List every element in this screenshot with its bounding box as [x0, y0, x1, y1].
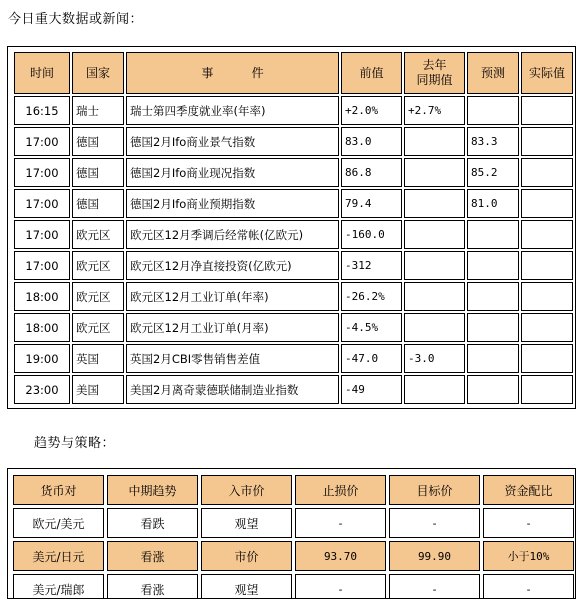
table-row — [14, 96, 573, 125]
cell-actual — [521, 375, 573, 404]
cell-yoy — [404, 251, 465, 280]
cell-country: 瑞士 — [72, 96, 124, 125]
cell-previous: -49 — [341, 375, 402, 404]
strategy-table — [10, 472, 576, 599]
cell-forecast — [467, 251, 519, 280]
cell-actual — [521, 127, 573, 156]
cell-forecast — [467, 282, 519, 311]
table-row — [14, 282, 573, 311]
calendar-header-row — [14, 52, 573, 94]
cell-previous: 83.0 — [341, 127, 402, 156]
cell-forecast — [467, 375, 519, 404]
table-row — [14, 158, 573, 187]
cell-event: 德国2月Ifo商业景气指数 — [126, 127, 339, 156]
strategy-panel — [7, 468, 576, 599]
header-country: 国家 — [72, 52, 124, 94]
cell-country: 美国 — [72, 375, 124, 404]
cell-target: - — [389, 574, 480, 599]
cell-target: - — [389, 508, 480, 538]
cell-yoy — [404, 375, 465, 404]
header-trend: 中期趋势 — [107, 475, 198, 505]
header-actual: 实际值 — [521, 52, 573, 94]
cell-previous: -26.2% — [341, 282, 402, 311]
cell-stop: 93.70 — [295, 541, 386, 571]
cell-yoy — [404, 220, 465, 249]
cell-country: 英国 — [72, 344, 124, 373]
header-alloc: 资金配比 — [483, 475, 574, 505]
cell-target: 99.90 — [389, 541, 480, 571]
header-target: 目标价 — [389, 475, 480, 505]
cell-pair: 美元/瑞郎 — [13, 574, 104, 599]
cell-pair: 欧元/美元 — [13, 508, 104, 538]
cell-time: 17:00 — [14, 127, 70, 156]
header-forecast: 预测 — [467, 52, 519, 94]
cell-alloc: - — [483, 508, 574, 538]
cell-time: 17:00 — [14, 251, 70, 280]
table-row — [14, 375, 573, 404]
cell-entry: 市价 — [201, 541, 292, 571]
cell-forecast — [467, 344, 519, 373]
cell-event: 德国2月Ifo商业现况指数 — [126, 158, 339, 187]
economic-calendar-panel — [7, 46, 576, 409]
cell-country: 欧元区 — [72, 282, 124, 311]
cell-country: 欧元区 — [72, 251, 124, 280]
cell-previous: 86.8 — [341, 158, 402, 187]
cell-entry: 观望 — [201, 508, 292, 538]
cell-previous: 79.4 — [341, 189, 402, 218]
cell-event: 欧元区12月净直接投资(亿欧元) — [126, 251, 339, 280]
table-row — [14, 313, 573, 342]
cell-previous: -160.0 — [341, 220, 402, 249]
cell-time: 17:00 — [14, 189, 70, 218]
cell-time: 17:00 — [14, 158, 70, 187]
table-row — [14, 344, 573, 373]
table-row — [14, 220, 573, 249]
cell-actual — [521, 96, 573, 125]
cell-stop: - — [295, 574, 386, 599]
header-yoy-line2: 同期值 — [416, 73, 453, 87]
cell-yoy — [404, 282, 465, 311]
header-stop: 止损价 — [295, 475, 386, 505]
cell-yoy — [404, 189, 465, 218]
page-title: 今日重大数据或新闻： — [8, 12, 144, 27]
table-row — [14, 189, 573, 218]
table-row — [13, 541, 574, 571]
cell-forecast — [467, 96, 519, 125]
cell-time: 19:00 — [14, 344, 70, 373]
cell-event: 瑞士第四季度就业率(年率) — [126, 96, 339, 125]
header-time: 时间 — [14, 52, 70, 94]
cell-yoy — [404, 313, 465, 342]
cell-alloc: - — [483, 574, 574, 599]
header-yoy-line1: 去年 — [422, 58, 447, 72]
cell-actual — [521, 251, 573, 280]
cell-yoy: -3.0 — [404, 344, 465, 373]
cell-event: 美国2月离奇蒙德联储制造业指数 — [126, 375, 339, 404]
cell-event: 英国2月CBI零售销售差值 — [126, 344, 339, 373]
cell-pair: 美元/日元 — [13, 541, 104, 571]
cell-alloc: 小于10% — [483, 541, 574, 571]
cell-country: 欧元区 — [72, 313, 124, 342]
table-row — [14, 251, 573, 280]
cell-time: 18:00 — [14, 313, 70, 342]
header-event: 事 件 — [126, 52, 339, 94]
cell-country: 德国 — [72, 158, 124, 187]
cell-yoy: +2.7% — [404, 96, 465, 125]
cell-actual — [521, 344, 573, 373]
cell-time: 16:15 — [14, 96, 70, 125]
cell-forecast: 83.3 — [467, 127, 519, 156]
cell-forecast: 81.0 — [467, 189, 519, 218]
cell-event: 德国2月Ifo商业预期指数 — [126, 189, 339, 218]
cell-actual — [521, 313, 573, 342]
cell-forecast: 85.2 — [467, 158, 519, 187]
cell-yoy — [404, 127, 465, 156]
cell-event: 欧元区12月季调后经常帐(亿欧元) — [126, 220, 339, 249]
cell-time: 18:00 — [14, 282, 70, 311]
cell-previous: -47.0 — [341, 344, 402, 373]
header-entry: 入市价 — [201, 475, 292, 505]
cell-country: 德国 — [72, 127, 124, 156]
cell-actual — [521, 220, 573, 249]
cell-actual — [521, 158, 573, 187]
cell-time: 23:00 — [14, 375, 70, 404]
header-pair: 货币对 — [13, 475, 104, 505]
cell-entry: 观望 — [201, 574, 292, 599]
cell-stop: - — [295, 508, 386, 538]
cell-country: 欧元区 — [72, 220, 124, 249]
cell-forecast — [467, 313, 519, 342]
table-row — [13, 508, 574, 538]
table-row — [14, 127, 573, 156]
table-row — [13, 574, 574, 599]
header-previous: 前值 — [341, 52, 402, 94]
cell-event: 欧元区12月工业订单(年率) — [126, 282, 339, 311]
cell-previous: -4.5% — [341, 313, 402, 342]
cell-previous: -312 — [341, 251, 402, 280]
cell-previous: +2.0% — [341, 96, 402, 125]
strategy-header-row — [13, 475, 574, 505]
cell-actual — [521, 282, 573, 311]
cell-time: 17:00 — [14, 220, 70, 249]
cell-event: 欧元区12月工业订单(月率) — [126, 313, 339, 342]
cell-trend: 看跌 — [107, 508, 198, 538]
economic-calendar-table — [12, 50, 575, 406]
cell-trend: 看涨 — [107, 574, 198, 599]
cell-country: 德国 — [72, 189, 124, 218]
strategy-section-title: 趋势与策略： — [34, 436, 116, 451]
cell-actual — [521, 189, 573, 218]
header-yoy — [404, 52, 465, 94]
cell-trend: 看涨 — [107, 541, 198, 571]
cell-forecast — [467, 220, 519, 249]
cell-yoy — [404, 158, 465, 187]
